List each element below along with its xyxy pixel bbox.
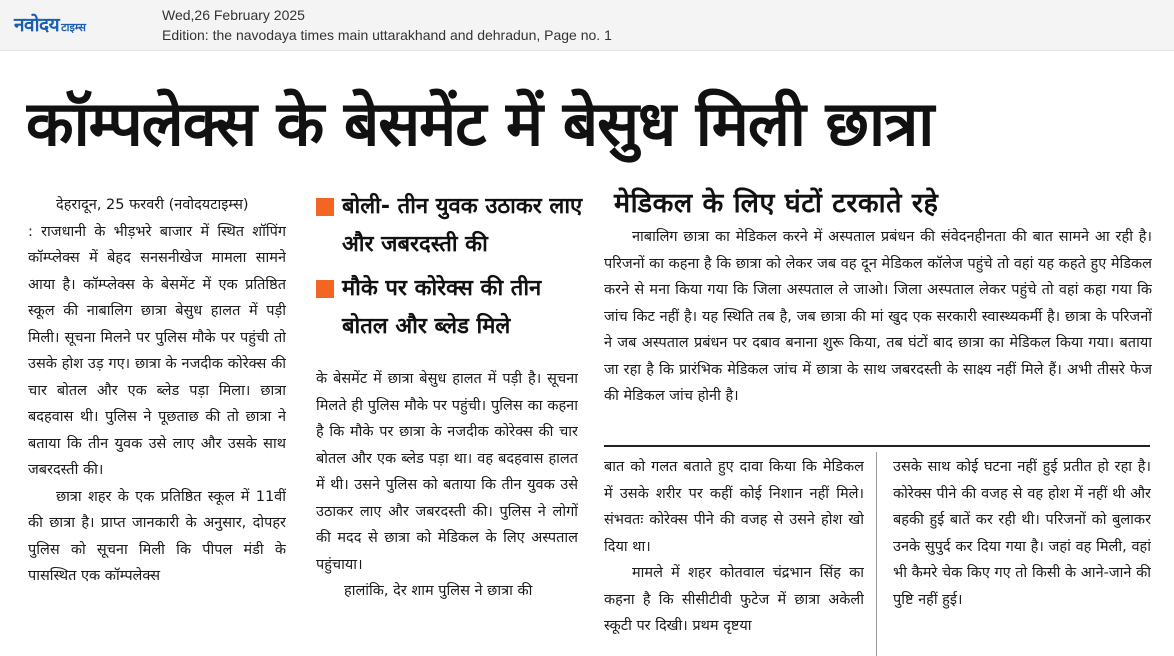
article-paragraph: बात को गलत बताते हुए दावा किया कि मेडिकल में उसके शरीर पर कहीं कोई निशान नहीं मिले। संभवतः कोरेक्स पीने की वजह से उसने होश खो दिया था। (604, 459, 864, 555)
article-column-4 (604, 454, 864, 656)
logo-main-text: नवोदय (14, 14, 60, 36)
section-divider (604, 445, 1150, 447)
square-bullet-icon (316, 198, 334, 216)
column-divider (876, 452, 877, 656)
subheadline: मेडिकल के लिए घंटों टरकाते रहे (614, 188, 939, 219)
edition-name: Edition: the navodaya times main uttarakhand and dehradun, Page no. 1 (162, 27, 612, 43)
highlight-text: बोली- तीन युवक उठाकर लाए और जबरदस्ती की (342, 194, 583, 257)
top-bar (0, 0, 1174, 51)
article-column-3 (604, 224, 1152, 442)
dateline: देहरादून, 25 फरवरी (नवोदयटाइम्स) (56, 197, 249, 213)
headline: कॉम्पलेक्स के बेसमेंट में बेसुध मिली छात्रा (26, 87, 934, 160)
highlight-item (316, 188, 586, 264)
highlight-text: मौके पर कोरेक्स की तीन बोतल और ब्लेड मिले (342, 276, 542, 339)
article-column-2 (316, 366, 578, 656)
article-paragraph: छात्रा शहर के एक प्रतिष्ठित स्कूल में 11वीं की छात्रा है। प्राप्त जानकारी के अनुसार, दोपहर पुलिस को सूचना मिली कि पीपल मंडी के पासस्थित एक कॉम्पलेक्स (28, 488, 286, 584)
edition-info (162, 5, 612, 45)
edition-date: Wed,26 February 2025 (162, 7, 305, 23)
logo-sub-text: टाइम्स (61, 21, 86, 34)
article-column-5 (893, 454, 1151, 656)
article-paragraph: : राजधानी के भीड़भरे बाजार में स्थित शॉपिंग कॉम्प्लेक्स में बेहद सनसनीखेज मामला सामने आया है। कॉम्प्लेक्स के बेसमेंट में एक प्रतिष्ठित स्कूल की नाबालिग छात्रा बेसुध हालत में पड़ी मिली। सूचना मिलने पर पुलिस मौके पर पहुंची तो उसके होश उड़ गए। छात्रा के नजदीक कोरेक्स की चार बोतल और एक ब्लेड पड़ा मिला। छात्रा बदहवास थी। पुलिस ने पूछताछ की तो छात्रा ने बताया कि तीन युवक उसे लाए और उसके साथ जबरदस्ती की। (28, 223, 286, 478)
article-paragraph: उसके साथ कोई घटना नहीं हुई प्रतीत हो रहा है। कोरेक्स पीने की वजह से वह होश में नहीं थी और बहकी हुई बातें कर रही थी। परिजनों को बुलाकर उनके सुपुर्द कर दिया गया है। जहां वह मिली, वहां भी कैमरे चेक किए गए तो किसी के आने-जाने की पुष्टि नहीं हुई। (893, 459, 1151, 608)
article-paragraph: मामले में शहर कोतवाल चंद्रभान सिंह का कहना है कि सीसीटीवी फुटेज में छात्रा अकेली स्कूटी पर दिखी। प्रथम दृष्टया (604, 565, 864, 634)
square-bullet-icon (316, 280, 334, 298)
newspaper-logo[interactable] (14, 10, 86, 36)
article-paragraph: के बेसमेंट में छात्रा बेसुध हालत में पड़ी है। सूचना मिलते ही पुलिस मौके पर पहुंची। पुलिस का कहना है कि मौके पर छात्रा के नजदीक कोरेक्स की चार बोतल और एक ब्लेड पड़ा था। वह बदहवास हालत में थी। उसने पुलिस को बताया कि तीन युवक उसे उठाकर लाए और जबरदस्ती की। पुलिस ने लोगों की मदद से छात्रा को मेडिकल के लिए अस्पताल पहुंचाया। (316, 371, 578, 573)
article-paragraph: नाबालिग छात्रा का मेडिकल करने में अस्पताल प्रबंधन की संवेदनहीनता की बात सामने आ रही है। परिजनों का कहना है कि छात्रा को लेकर जब वह दून मेडिकल कॉलेज पहुंचे तो वहां यह कहते हुए मेडिकल करने से मना किया गया कि जिला अस्पताल ले जाओ। जिला अस्पताल लेकर पहुंचे तो वहां कहा गया कि जांच किट नहीं है। यह स्थिति तब है, जब छात्रा की मां खुद एक सरकारी स्वास्थ्यकर्मी है। छात्रा के परिजनों ने जब अस्पताल प्रबंधन पर दबाव बनाना शुरू किया, तब घंटों बाद छात्रा का मेडिकल किया गया। बताया जा रहा है कि प्रारंभिक मेडिकल जांच में छात्रा के साथ जबरदस्ती के साक्ष्य नहीं मिले हैं। अभी तीसरे फेज की मेडिकल जांच होनी है। (604, 229, 1152, 404)
highlight-item (316, 270, 586, 346)
highlights-box (316, 188, 586, 352)
article-paragraph: हालांकि, देर शाम पुलिस ने छात्रा की (344, 583, 533, 599)
article-column-1 (28, 192, 286, 656)
